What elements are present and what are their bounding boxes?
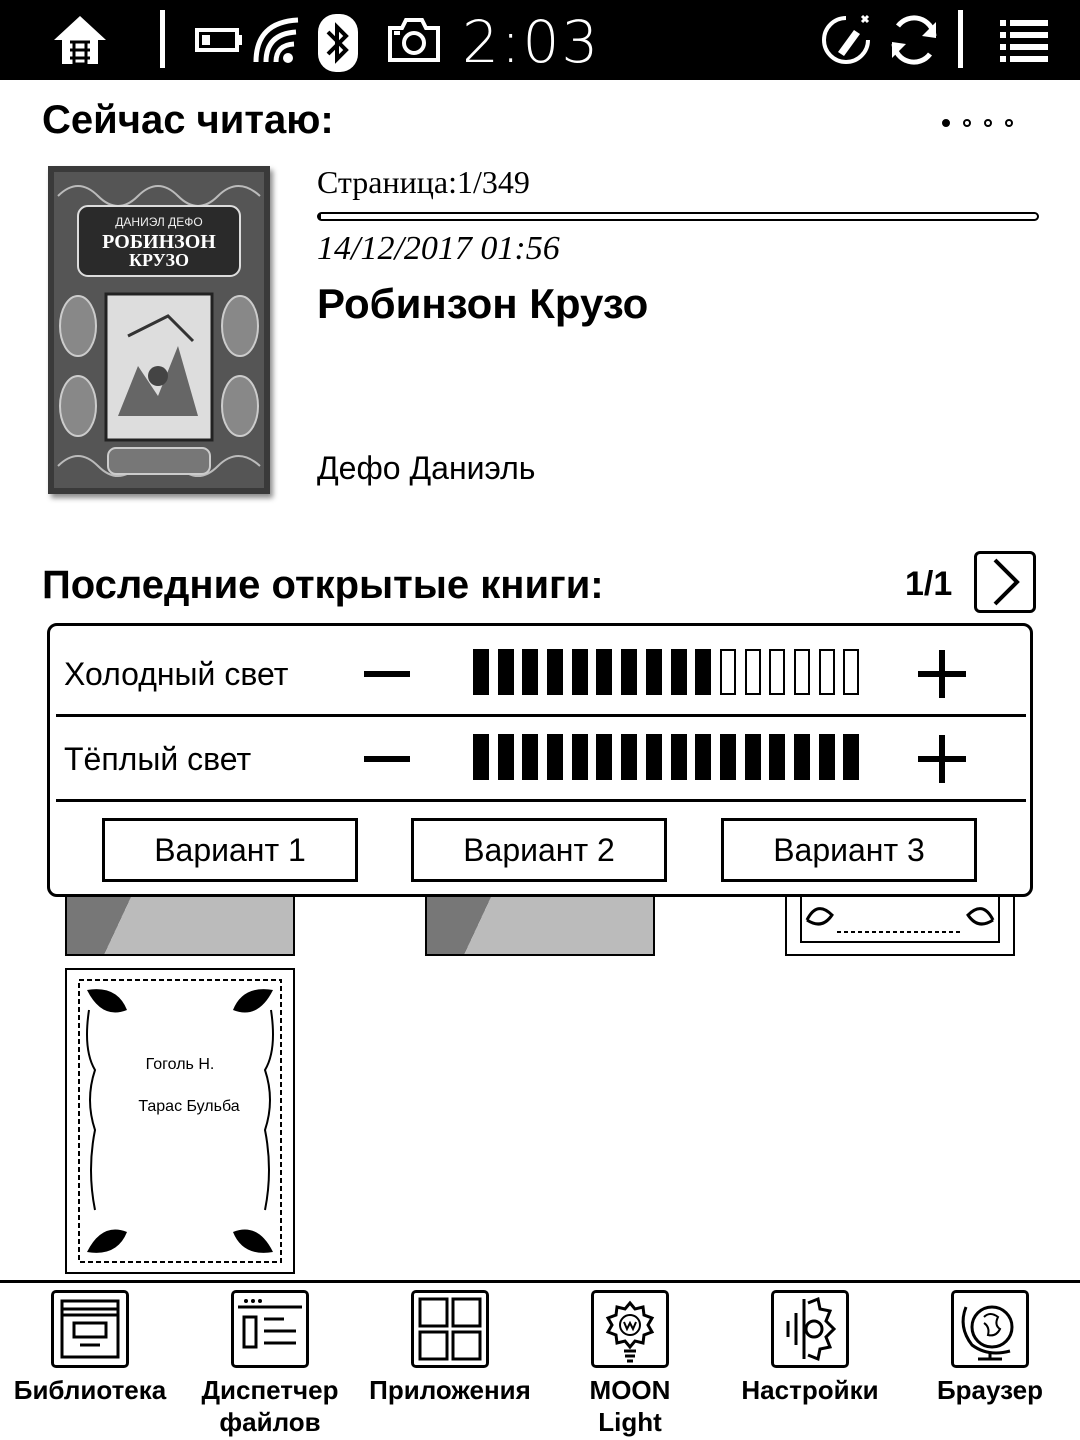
reading-progress-bar: [317, 212, 1039, 221]
light-level-segment-on[interactable]: [646, 649, 662, 695]
cold-light-increase-button[interactable]: [918, 650, 966, 698]
sync-icon[interactable]: [886, 12, 942, 68]
nav-settings[interactable]: [720, 1290, 900, 1406]
status-separator: [958, 10, 963, 68]
browser-icon: [951, 1290, 1029, 1368]
recent-book-cover[interactable]: [65, 890, 295, 956]
light-level-segment-on[interactable]: [572, 734, 588, 780]
light-level-segment-on[interactable]: [695, 734, 711, 780]
light-level-segment-on[interactable]: [769, 734, 785, 780]
library-icon: [51, 1290, 129, 1368]
cover-title-text: Тарас Бульба: [138, 1098, 240, 1115]
nav-library[interactable]: [0, 1290, 180, 1406]
last-read-date: 14/12/2017 01:56: [317, 230, 560, 267]
cold-light-label: Холодный свет: [64, 656, 289, 692]
light-level-segment-on[interactable]: [498, 649, 514, 695]
cover-text: РОБИНЗОН: [102, 231, 216, 253]
light-level-segment-on[interactable]: [547, 649, 563, 695]
light-level-segment-on[interactable]: [819, 734, 835, 780]
menu-icon[interactable]: [996, 12, 1052, 68]
cold-light-decrease-button[interactable]: [364, 671, 410, 677]
light-level-segment-off[interactable]: [843, 649, 859, 695]
nav-moon-light-label: MOON Light: [589, 1375, 671, 1437]
current-book-cover[interactable]: [48, 166, 270, 494]
light-level-segment-on[interactable]: [671, 649, 687, 695]
chevron-right-icon: [977, 554, 1033, 610]
recent-book-cover[interactable]: [425, 890, 655, 956]
nav-apps[interactable]: [360, 1290, 540, 1406]
light-level-segment-on[interactable]: [572, 649, 588, 695]
light-level-segment-off[interactable]: [819, 649, 835, 695]
home-icon[interactable]: [50, 12, 106, 68]
light-level-segment-off[interactable]: [769, 649, 785, 695]
apps-icon: [411, 1290, 489, 1368]
recent-page-counter: 1/1: [905, 565, 953, 603]
preset-1-button[interactable]: Вариант 1: [102, 818, 358, 882]
cover-author-text: Гоголь Н.: [145, 1056, 215, 1073]
clean-icon[interactable]: [818, 12, 874, 68]
nav-file-manager[interactable]: [180, 1290, 360, 1438]
light-level-segment-on[interactable]: [794, 734, 810, 780]
camera-icon: [386, 12, 442, 68]
light-level-segment-on[interactable]: [745, 734, 761, 780]
page-dot: [1005, 119, 1013, 127]
light-level-segment-off[interactable]: [720, 649, 736, 695]
light-level-segment-on[interactable]: [621, 649, 637, 695]
page-indicator: [942, 114, 1026, 132]
ornament-icon: [787, 892, 1013, 954]
light-level-segment-on[interactable]: [522, 734, 538, 780]
next-page-button[interactable]: [974, 551, 1036, 613]
recent-book-cover[interactable]: [785, 890, 1015, 956]
nav-moon-light[interactable]: [540, 1290, 720, 1438]
light-level-segment-on[interactable]: [671, 734, 687, 780]
cover-text: КРУЗО: [128, 250, 190, 270]
moon-light-icon: [591, 1290, 669, 1368]
warm-light-label: Тёплый свет: [64, 741, 252, 777]
light-level-segment-off[interactable]: [745, 649, 761, 695]
preset-2-button[interactable]: Вариант 2: [411, 818, 667, 882]
light-level-segment-on[interactable]: [695, 649, 711, 695]
recent-book-cover[interactable]: [65, 968, 295, 1274]
light-level-segment-on[interactable]: [547, 734, 563, 780]
frontlight-panel: [47, 623, 1033, 897]
battery-icon: [195, 12, 251, 68]
cold-light-slider[interactable]: [473, 649, 868, 695]
page-number-label: Страница:1/349: [317, 164, 530, 200]
light-level-segment-on[interactable]: [596, 734, 612, 780]
status-bar: [0, 0, 1080, 80]
settings-icon: [771, 1290, 849, 1368]
nav-library-label: Библиотека: [13, 1375, 167, 1405]
nav-browser[interactable]: [900, 1290, 1080, 1406]
divider: [56, 799, 1026, 802]
reading-progress-fill: [319, 214, 321, 219]
preset-3-button[interactable]: Вариант 3: [721, 818, 977, 882]
nav-browser-label: Браузер: [936, 1375, 1044, 1405]
page-dot: [984, 119, 992, 127]
light-level-segment-on[interactable]: [596, 649, 612, 695]
cover-text: ДАНИЭЛ ДЕФО: [115, 215, 203, 229]
current-book-author: Дефо Даниэль: [317, 450, 536, 486]
recent-books-heading: Последние открытые книги:: [42, 563, 604, 607]
page-dot: [963, 119, 971, 127]
page-dot-active: [942, 119, 950, 127]
nav-file-manager-label: Диспетчер файлов: [201, 1375, 339, 1437]
ornament-icon: [67, 970, 293, 1272]
bluetooth-icon: [316, 12, 372, 68]
clock: 2:03: [462, 8, 601, 76]
wifi-icon: [250, 12, 306, 68]
warm-light-slider[interactable]: [473, 734, 868, 780]
current-book-title[interactable]: Робинзон Крузо: [317, 280, 649, 327]
file-manager-icon: [231, 1290, 309, 1368]
bottom-nav-divider: [0, 1280, 1080, 1283]
light-level-segment-on[interactable]: [646, 734, 662, 780]
status-separator: [160, 10, 165, 68]
nav-settings-label: Настройки: [741, 1375, 879, 1405]
current-reading-heading: Сейчас читаю:: [42, 98, 334, 142]
light-level-segment-on[interactable]: [843, 734, 859, 780]
light-level-segment-on[interactable]: [498, 734, 514, 780]
light-level-segment-on[interactable]: [473, 734, 489, 780]
light-level-segment-on[interactable]: [621, 734, 637, 780]
warm-light-decrease-button[interactable]: [364, 756, 410, 762]
light-level-segment-off[interactable]: [794, 649, 810, 695]
warm-light-increase-button[interactable]: [918, 735, 966, 783]
light-level-segment-on[interactable]: [473, 649, 489, 695]
nav-apps-label: Приложения: [369, 1375, 531, 1405]
light-level-segment-on[interactable]: [522, 649, 538, 695]
light-level-segment-on[interactable]: [720, 734, 736, 780]
divider: [56, 714, 1026, 717]
